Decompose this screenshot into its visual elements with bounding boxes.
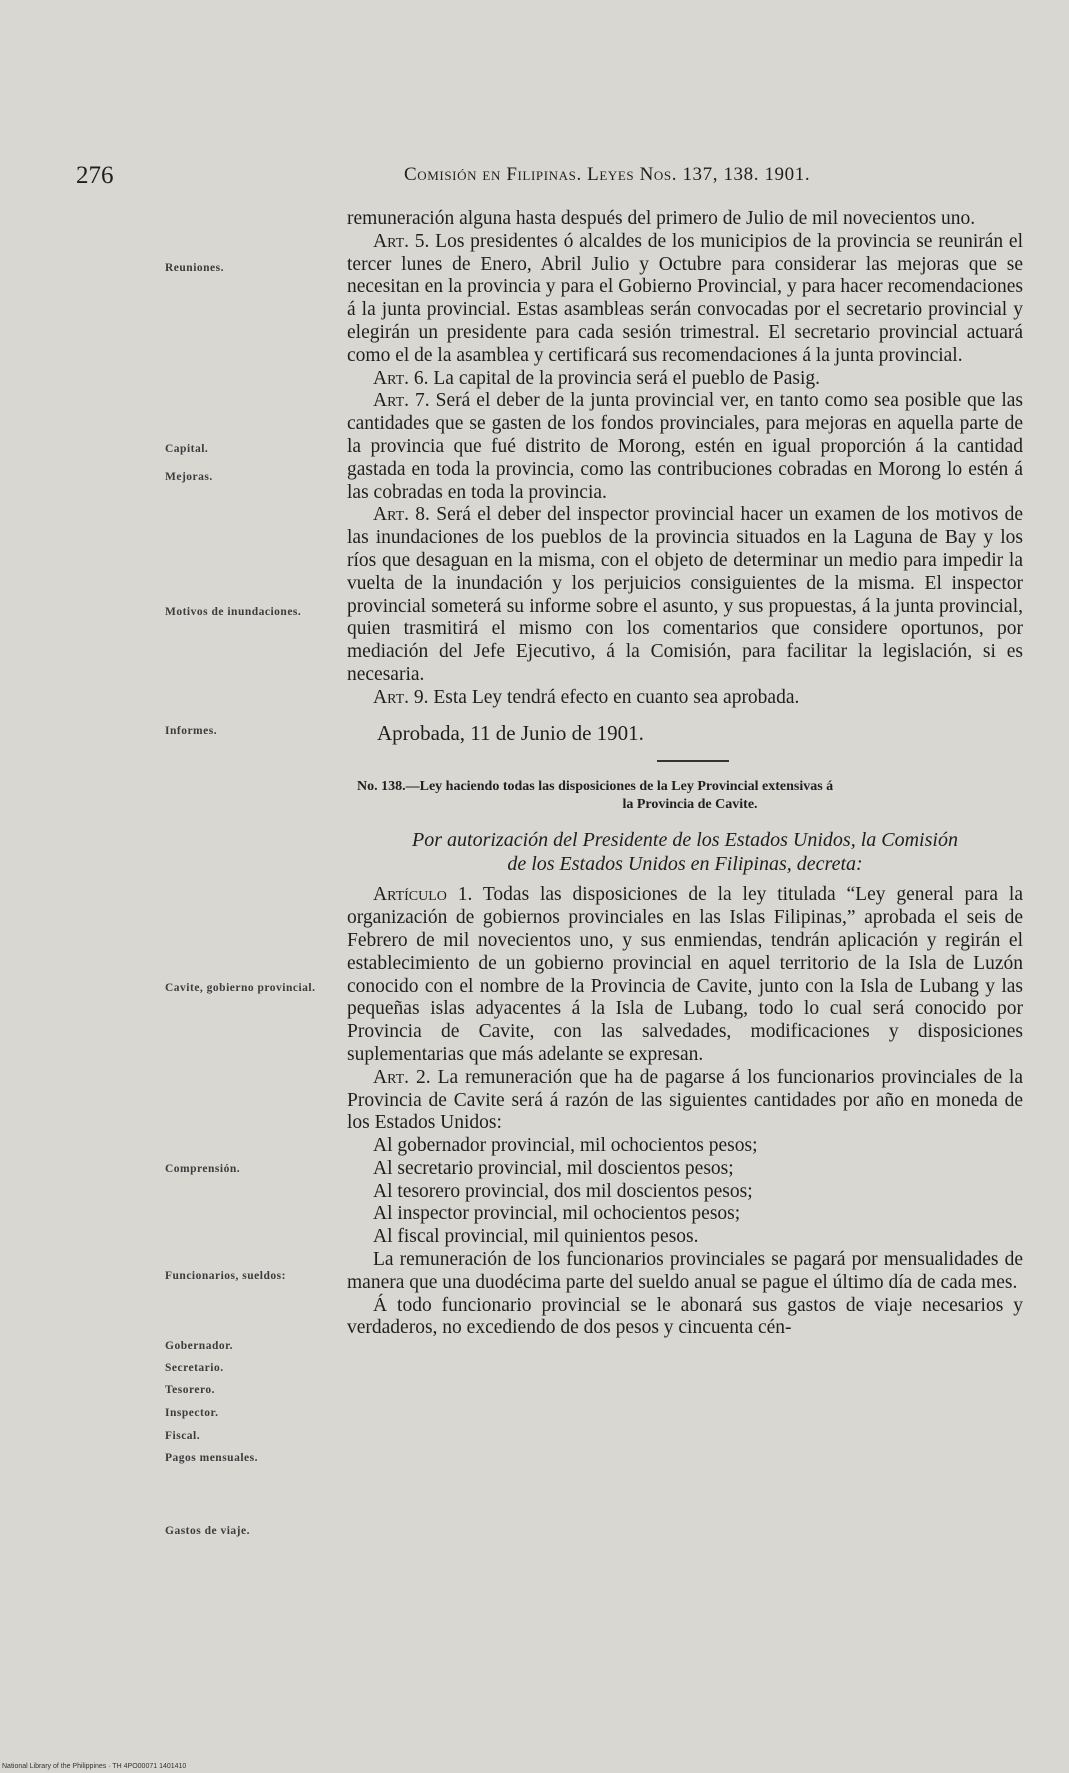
margin-note-fiscal: Fiscal. <box>165 1430 201 1442</box>
article-8-label: Art. 8. <box>373 504 430 526</box>
paragraph-continuation: remuneración alguna hasta después del primero de Julio de mil novecientos uno. <box>347 208 976 229</box>
margin-note-inspector: Inspector. <box>165 1407 219 1419</box>
enacting-clause-line2: de los Estados Unidos en Filipinas, decreta: <box>507 853 863 876</box>
margin-note-pagos: Pagos mensuales. <box>165 1452 258 1464</box>
article-1-label: Artículo 1. <box>373 884 473 906</box>
salary-secretario: Al secretario provincial, mil doscientos pesos; <box>373 1157 734 1179</box>
margin-note-capital: Capital. <box>165 443 209 455</box>
margin-note-gobernador: Gobernador. <box>165 1340 234 1352</box>
page-header <box>70 162 970 188</box>
article-6-text: La capital de la provincia será el pueblo de Pasig. <box>433 367 820 389</box>
article-7-label: Art. 7. <box>373 390 430 412</box>
page-number: 276 <box>76 162 114 189</box>
article-5-text: Los presidentes ó alcaldes de los municipios de la provincia se reunirán el tercer lunes de Enero, Abril Julio y Octubre para considerar las mejoras que se necesitan en la provincia y para el Gobierno Provincial, y para hacer recomendaciones á la junta provincial. Estas asambleas serán convocadas por el secretario provincial y elegirán un presidente para cada sesión trimestral. El secretario provincial actuará como el de la asamblea y certificará sus recomendaciones á la junta provincial. <box>347 230 1023 366</box>
margin-note-mejoras: Mejoras. <box>165 471 213 483</box>
article-5-label: Art. 5. <box>373 230 430 252</box>
approval-date: Aprobada, 11 de Junio de 1901. <box>377 720 644 745</box>
article-1-text: Todas las disposiciones de la ley titulada “Ley general para la organización de gobiernos provinciales en las Islas Filipinas,” aprobada el seis de Febrero de mil novecientos uno, y sus enmiendas, tendrán aplicación y regirán el establecimiento de un gobierno provincial en aquel territorio de la Isla de Luzón conocido con el nombre de la Provincia de Cavite, junto con la Isla de Lubang y las pequeñas islas adyacentes á la Isla de Lubang, todo lo cual será conocido por Provincia de Cavite, con las salvedades, modificaciones y disposiciones suplementarias que más adelante se expresan. <box>347 884 1023 1065</box>
margin-note-secretario: Secretario. <box>165 1362 224 1374</box>
article-9 <box>347 687 1023 710</box>
article-2-text: La remuneración que ha de pagarse á los funcionarios provinciales de la Provincia de Cavite será á razón de las siguientes cantidades por año en moneda de los Estados Unidos: <box>347 1066 1024 1134</box>
salary-tesorero: Al tesorero provincial, dos mil doscientos pesos; <box>373 1180 753 1202</box>
margin-note-comprension: Comprensión. <box>165 1163 241 1175</box>
margin-note-gastos: Gastos de viaje. <box>165 1525 250 1537</box>
law-138-title-line1: No. 138.—Ley haciendo todas las disposiciones de la Ley Provincial extensivas á <box>357 779 834 795</box>
scan-footer: National Library of the Philippines · TH 4PO00071 1401410 <box>2 1763 187 1770</box>
article-8-text: Será el deber del inspector provincial hacer un examen de los motivos de las inundaciones de los pueblos de la provincia situados en la Laguna de Bay y los ríos que desaguan en la misma, con el objeto de determinar un medio para impedir la vuelta de la inundación y los perjuicios consiguientes de la misma. El inspector provincial someterá su informe sobre el asunto, y sus propuestas, á la junta provincial, quien trasmitirá el mismo con los comentarios que considere oportunos, por mediación del Jefe Ejecutivo, á la Comisión, para facilitar la legislación, si es necesaria. <box>347 504 1023 685</box>
article-6 <box>347 368 1023 391</box>
margin-note-reuniones: Reuniones. <box>165 262 224 274</box>
paragraph-monthly-payments: La remuneración de los funcionarios provinciales se pagará por mensualidades de manera que una duodécima parte del sueldo anual se pague el último día de cada mes. <box>347 1249 1023 1293</box>
article-8 <box>347 504 1023 686</box>
salary-fiscal: Al fiscal provincial, mil quinientos pesos. <box>373 1226 699 1248</box>
article-2-label: Art. 2. <box>373 1066 431 1088</box>
paragraph-travel-expenses: Á todo funcionario provincial se le abonará sus gastos de viaje necesarios y verdaderos, no excediendo de dos pesos y cincuenta cén- <box>347 1294 1023 1339</box>
article-1 <box>347 884 1023 1066</box>
article-2 <box>347 1067 1023 1135</box>
document-body <box>347 208 1023 1340</box>
article-7 <box>347 390 1023 504</box>
enacting-clause-line1: Por autorización del Presidente de los Estados Unidos, la Comisión <box>412 829 958 852</box>
section-divider <box>657 760 729 762</box>
law-138-title-line2: la Provincia de Cavite. <box>622 797 758 813</box>
margin-note-informes: Informes. <box>165 725 218 737</box>
article-6-label: Art. 6. <box>373 367 429 389</box>
article-9-text: Esta Ley tendrá efecto en cuanto sea aprobada. <box>433 686 800 708</box>
margin-note-funcionarios: Funcionarios, sueldos: <box>165 1270 286 1282</box>
margin-note-motivos: Motivos de inundaciones. <box>165 606 302 618</box>
salary-gobernador: Al gobernador provincial, mil ochocientos pesos; <box>373 1135 758 1157</box>
article-7-text: Será el deber de la junta provincial ver, en tanto como sea posible que las cantidades que se gasten de los fondos provinciales, para mejoras en aquella parte de la provincia que fué distrito de Morong, estén en igual proporción á la cantidad gastada en toda la provincia, como las contribuciones cobradas en Morong lo estén á las cobradas en toda la provincia. <box>347 390 1024 503</box>
margin-note-tesorero: Tesorero. <box>165 1384 215 1396</box>
article-5 <box>347 231 1023 368</box>
salary-inspector: Al inspector provincial, mil ochocientos pesos; <box>373 1203 741 1225</box>
margin-note-cavite: Cavite, gobierno provincial. <box>165 982 316 994</box>
running-title: Comisión en Filipinas. Leyes Nos. 137, 138. 1901. <box>404 164 811 185</box>
article-9-label: Art. 9. <box>373 686 429 708</box>
